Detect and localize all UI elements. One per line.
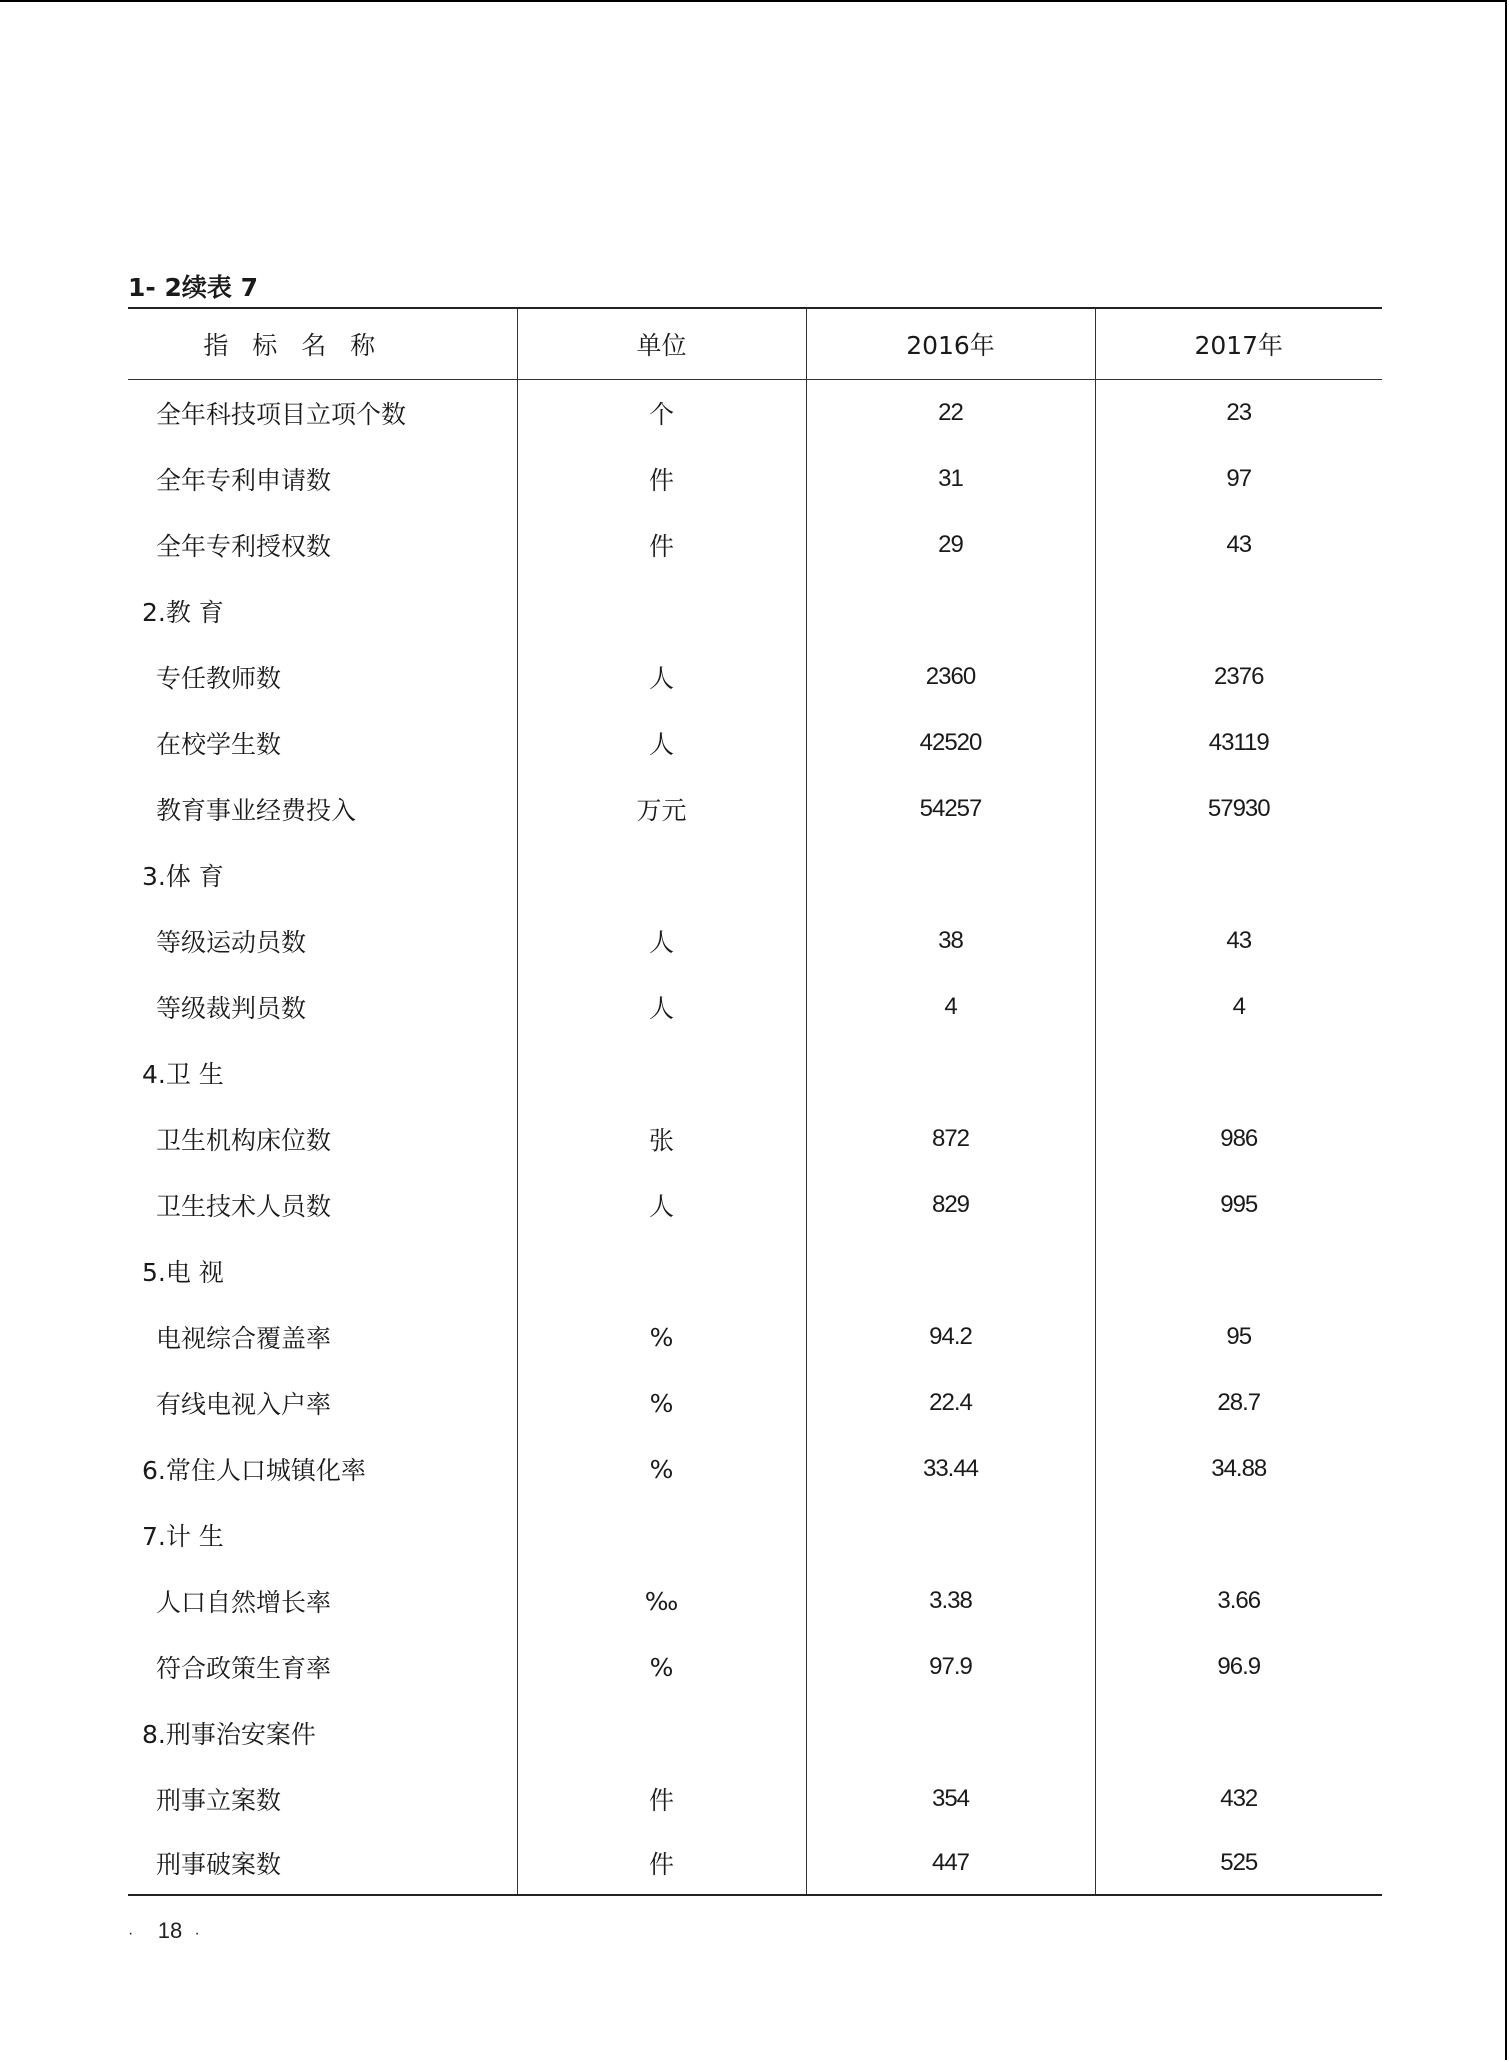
- table-body: [128, 380, 1382, 1896]
- section-row: [128, 1436, 1382, 1502]
- value-2016-cell: 22.4: [806, 1370, 1095, 1436]
- section-row: [128, 1040, 1382, 1106]
- value-2017-cell: 28.7: [1095, 1370, 1382, 1436]
- value-2016-cell: 829: [806, 1172, 1095, 1238]
- value-2017-cell: [1095, 1502, 1382, 1568]
- value-2016-cell: 29: [806, 512, 1095, 578]
- value-2016-cell: 2360: [806, 644, 1095, 710]
- value-2016-cell: [806, 1238, 1095, 1304]
- indicator-name-cell: 符合政策生育率: [156, 1654, 332, 1683]
- value-2017-cell: [1095, 1700, 1382, 1766]
- value-2016-cell: 22: [806, 380, 1095, 447]
- section-row: [128, 1238, 1382, 1304]
- value-2017-cell: 995: [1095, 1172, 1382, 1238]
- unit-cell: 人: [517, 710, 806, 776]
- indicator-name-cell: 3.体 育: [142, 862, 224, 891]
- value-2017-cell: [1095, 1040, 1382, 1106]
- unit-cell: [517, 842, 806, 908]
- value-2017-cell: 525: [1095, 1832, 1382, 1895]
- unit-cell: %: [517, 1436, 806, 1502]
- table-row: [128, 1568, 1382, 1634]
- unit-cell: 件: [517, 1766, 806, 1832]
- table-row: [128, 1304, 1382, 1370]
- section-row: [128, 842, 1382, 908]
- table-title: 1- 2续表 7: [128, 273, 258, 302]
- value-2016-cell: [806, 1700, 1095, 1766]
- table-row: [128, 1370, 1382, 1436]
- value-2016-cell: [806, 842, 1095, 908]
- indicator-name-cell: 等级裁判员数: [156, 994, 307, 1023]
- value-2017-cell: 43: [1095, 512, 1382, 578]
- value-2017-cell: 23: [1095, 380, 1382, 447]
- indicator-name-cell: 在校学生数: [156, 730, 282, 759]
- value-2017-cell: 34.88: [1095, 1436, 1382, 1502]
- indicator-name-cell: 2.教 育: [142, 598, 224, 627]
- indicator-name-cell: 专任教师数: [156, 664, 282, 693]
- unit-cell: [517, 1502, 806, 1568]
- section-row: [128, 1700, 1382, 1766]
- indicator-name-cell: 刑事立案数: [156, 1786, 282, 1815]
- table-row: [128, 1106, 1382, 1172]
- value-2017-cell: 3.66: [1095, 1568, 1382, 1634]
- value-2017-cell: 986: [1095, 1106, 1382, 1172]
- value-2016-cell: 354: [806, 1766, 1095, 1832]
- unit-cell: 人: [517, 974, 806, 1040]
- header-year-2017: 2017年: [1095, 308, 1382, 380]
- value-2017-cell: 4: [1095, 974, 1382, 1040]
- indicator-name-cell: 电视综合覆盖率: [156, 1324, 332, 1353]
- value-2016-cell: [806, 1502, 1095, 1568]
- indicator-name-cell: 全年专利授权数: [156, 532, 332, 561]
- header-indicator-name: 指 标 名 称: [128, 308, 517, 380]
- unit-cell: ‰: [517, 1568, 806, 1634]
- table-row: [128, 1172, 1382, 1238]
- indicator-name-cell: 卫生技术人员数: [156, 1192, 332, 1221]
- header-year-2016: 2016年: [806, 308, 1095, 380]
- indicator-name-cell: 人口自然增长率: [156, 1588, 332, 1617]
- value-2016-cell: [806, 578, 1095, 644]
- value-2017-cell: 43119: [1095, 710, 1382, 776]
- unit-cell: [517, 1238, 806, 1304]
- value-2016-cell: 3.38: [806, 1568, 1095, 1634]
- unit-cell: [517, 1700, 806, 1766]
- page-number-value: 18: [157, 1918, 183, 1943]
- header-unit: 单位: [517, 308, 806, 380]
- value-2017-cell: 57930: [1095, 776, 1382, 842]
- value-2017-cell: [1095, 1238, 1382, 1304]
- indicator-name-cell: 有线电视入户率: [156, 1390, 332, 1419]
- table-row: [128, 380, 1382, 447]
- value-2016-cell: 872: [806, 1106, 1095, 1172]
- unit-cell: %: [517, 1634, 806, 1700]
- value-2016-cell: 33.44: [806, 1436, 1095, 1502]
- value-2017-cell: 2376: [1095, 644, 1382, 710]
- value-2017-cell: [1095, 578, 1382, 644]
- indicator-name-cell: 8.刑事治安案件: [142, 1720, 316, 1749]
- table-row: [128, 446, 1382, 512]
- value-2016-cell: 31: [806, 446, 1095, 512]
- indicator-name-cell: 全年专利申请数: [156, 466, 332, 495]
- indicator-name-cell: 教育事业经费投入: [156, 796, 357, 825]
- value-2017-cell: 432: [1095, 1766, 1382, 1832]
- value-2016-cell: 4: [806, 974, 1095, 1040]
- table-row: [128, 908, 1382, 974]
- table-row: [128, 1766, 1382, 1832]
- value-2016-cell: 447: [806, 1832, 1095, 1895]
- value-2016-cell: 94.2: [806, 1304, 1095, 1370]
- value-2017-cell: 43: [1095, 908, 1382, 974]
- value-2017-cell: [1095, 842, 1382, 908]
- unit-cell: 人: [517, 908, 806, 974]
- value-2017-cell: 95: [1095, 1304, 1382, 1370]
- section-row: [128, 578, 1382, 644]
- unit-cell: %: [517, 1370, 806, 1436]
- table-row: [128, 644, 1382, 710]
- statistics-table: [128, 307, 1382, 1896]
- value-2016-cell: 97.9: [806, 1634, 1095, 1700]
- indicator-name-cell: 4.卫 生: [142, 1060, 224, 1089]
- page-number: · 18 ·: [128, 1918, 200, 1943]
- unit-cell: [517, 578, 806, 644]
- value-2017-cell: 97: [1095, 446, 1382, 512]
- unit-cell: 件: [517, 1832, 806, 1895]
- table-row: [128, 710, 1382, 776]
- table-row: [128, 974, 1382, 1040]
- indicator-name-cell: 7.计 生: [142, 1522, 224, 1551]
- section-row: [128, 1502, 1382, 1568]
- table-header-row: [128, 308, 1382, 380]
- table-row: [128, 512, 1382, 578]
- unit-cell: 人: [517, 1172, 806, 1238]
- table-row: [128, 1832, 1382, 1895]
- unit-cell: [517, 1040, 806, 1106]
- table-row: [128, 1634, 1382, 1700]
- unit-cell: 人: [517, 644, 806, 710]
- unit-cell: 万元: [517, 776, 806, 842]
- value-2016-cell: 54257: [806, 776, 1095, 842]
- indicator-name-cell: 等级运动员数: [156, 928, 307, 957]
- indicator-name-cell: 卫生机构床位数: [156, 1126, 332, 1155]
- indicator-name-cell: 刑事破案数: [156, 1850, 282, 1879]
- value-2016-cell: 42520: [806, 710, 1095, 776]
- indicator-name-cell: 6.常住人口城镇化率: [142, 1456, 366, 1485]
- unit-cell: 个: [517, 380, 806, 447]
- value-2016-cell: 38: [806, 908, 1095, 974]
- unit-cell: 件: [517, 446, 806, 512]
- value-2016-cell: [806, 1040, 1095, 1106]
- unit-cell: 张: [517, 1106, 806, 1172]
- indicator-name-cell: 5.电 视: [142, 1258, 224, 1287]
- unit-cell: 件: [517, 512, 806, 578]
- indicator-name-cell: 全年科技项目立项个数: [156, 400, 407, 429]
- table-row: [128, 776, 1382, 842]
- unit-cell: %: [517, 1304, 806, 1370]
- value-2017-cell: 96.9: [1095, 1634, 1382, 1700]
